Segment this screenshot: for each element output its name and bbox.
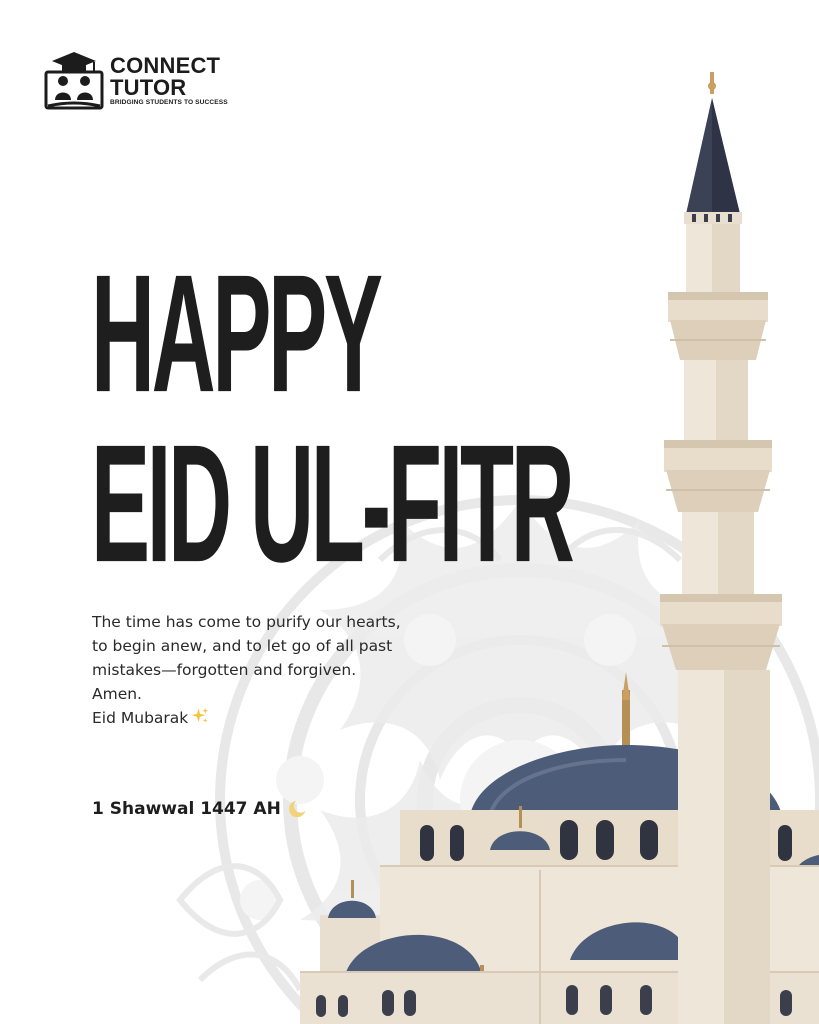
message-line: to begin anew, and to let go of all past bbox=[92, 637, 393, 655]
logo-tagline: BRIDGING STUDENTS TO SUCCESS bbox=[110, 99, 228, 107]
logo-name-line2: TUTOR bbox=[110, 75, 187, 101]
message-line: Amen. bbox=[92, 685, 142, 703]
logo-name-line1: CONNECT bbox=[110, 53, 221, 79]
graduation-cap-tutor-icon bbox=[44, 50, 104, 112]
message-line: mistakes—forgotten and forgiven. bbox=[92, 661, 357, 679]
crescent-moon-icon bbox=[287, 798, 309, 820]
message-line-eid-mubarak bbox=[92, 706, 452, 730]
message-line: Eid Mubarak bbox=[92, 709, 189, 727]
message-line: The time has come to purify our hearts, bbox=[92, 613, 401, 631]
minaret bbox=[660, 72, 782, 1024]
headline-line2: EID UL-FITR bbox=[91, 409, 572, 597]
sparkle-icon bbox=[191, 707, 209, 725]
brand-logo bbox=[44, 50, 228, 112]
hijri-date bbox=[92, 798, 309, 820]
headline bbox=[91, 202, 677, 597]
hijri-date-text: 1 Shawwal 1447 AH bbox=[92, 799, 281, 819]
headline-line1: HAPPY bbox=[91, 239, 380, 427]
greeting-message bbox=[92, 610, 452, 730]
